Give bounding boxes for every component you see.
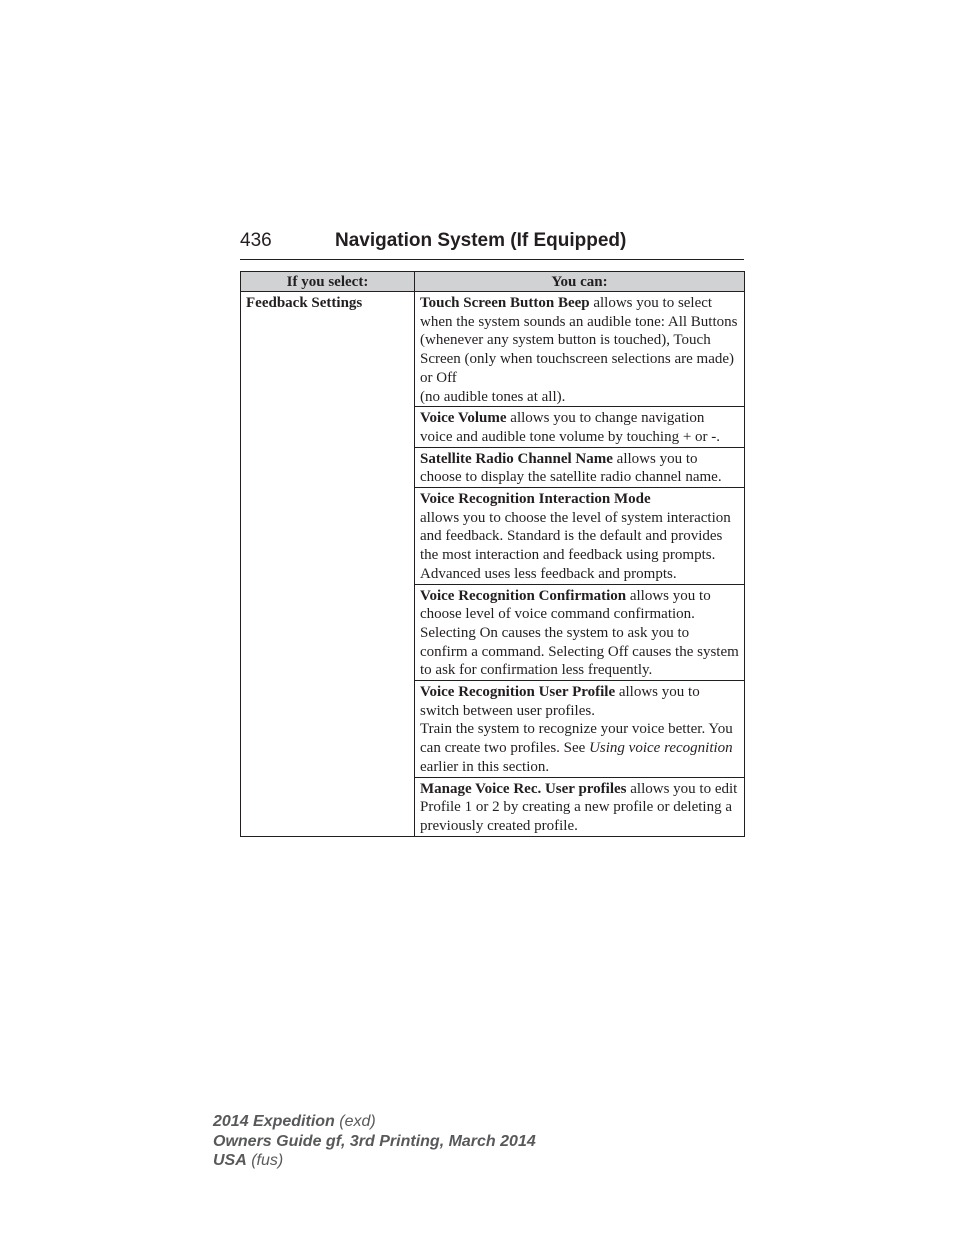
feature-description: allows you to choose level of voice command confirmation. Selecting On causes the system to ask you to confirm a command. Selecting Off causes the system to ask for confirmation less frequently. — [420, 587, 739, 679]
description-cell — [415, 777, 745, 836]
footer-model: 2014 Expedition — [213, 1113, 335, 1130]
selection-cell: Feedback Settings — [241, 292, 415, 837]
feature-term: Voice Recognition Confirmation — [420, 587, 627, 604]
feature-description: allows you to choose to display the satellite radio channel name. — [420, 450, 722, 486]
description-cell — [415, 681, 745, 778]
page-header — [240, 229, 744, 260]
feature-term: Voice Recognition User Profile — [420, 684, 616, 701]
feature-term: Voice Volume — [420, 410, 507, 427]
feature-term: Manage Voice Rec. User profiles — [420, 780, 627, 797]
column-header-you-can: You can: — [415, 272, 745, 292]
footer-market-code: (fus) — [246, 1152, 284, 1169]
footer-printing: Owners Guide gf, 3rd Printing, March 2014 — [213, 1132, 536, 1150]
feature-description: allows you to change navigation voice and audible tone volume by touching + or -. — [420, 410, 721, 445]
page-title: Navigation System (If Equipped) — [335, 230, 627, 251]
feature-description-continued: (no audible tones at all). — [420, 388, 566, 405]
description-cell — [415, 407, 745, 447]
feature-description-tail: earlier in this section. — [420, 758, 550, 775]
page-number: 436 — [240, 230, 272, 251]
footer-market: USA — [213, 1152, 247, 1169]
table-header-row — [241, 272, 745, 292]
feature-term: Touch Screen Button Beep — [420, 295, 590, 311]
description-cell — [415, 584, 745, 681]
footer-line-market — [213, 1151, 536, 1171]
feature-description-continued: Train the system to recognize your voice better. You can create two profiles. See — [420, 721, 733, 757]
feature-term: Satellite Radio Channel Name — [420, 450, 613, 467]
feature-description: allows you to switch between user profiles. — [420, 684, 700, 719]
feature-description: allows you to choose the level of system interaction and feedback. Standard is the default and provides the most interaction and feedback using prompts. Advanced uses less feedback and prompts. — [420, 509, 731, 582]
footer-model-code: (exd) — [334, 1113, 376, 1130]
description-cell — [415, 292, 745, 407]
feature-description: allows you to select when the system sounds an audible tone: All Buttons (whenever any system button is touched), Touch Screen (only when touchscreen selections are made) or Off — [420, 295, 738, 386]
feature-description: allows you to edit Profile 1 or 2 by creating a new profile or deleting a previously created profile. — [420, 780, 738, 834]
description-cell — [415, 488, 745, 585]
page-footer — [213, 1112, 536, 1171]
footer-line-model — [213, 1112, 536, 1132]
feature-term: Voice Recognition Interaction Mode — [420, 491, 651, 508]
table-row — [241, 292, 745, 407]
settings-table — [240, 271, 745, 837]
description-cell — [415, 447, 745, 487]
cross-reference: Using voice recognition — [589, 740, 733, 757]
column-header-if-you-select: If you select: — [241, 272, 415, 292]
